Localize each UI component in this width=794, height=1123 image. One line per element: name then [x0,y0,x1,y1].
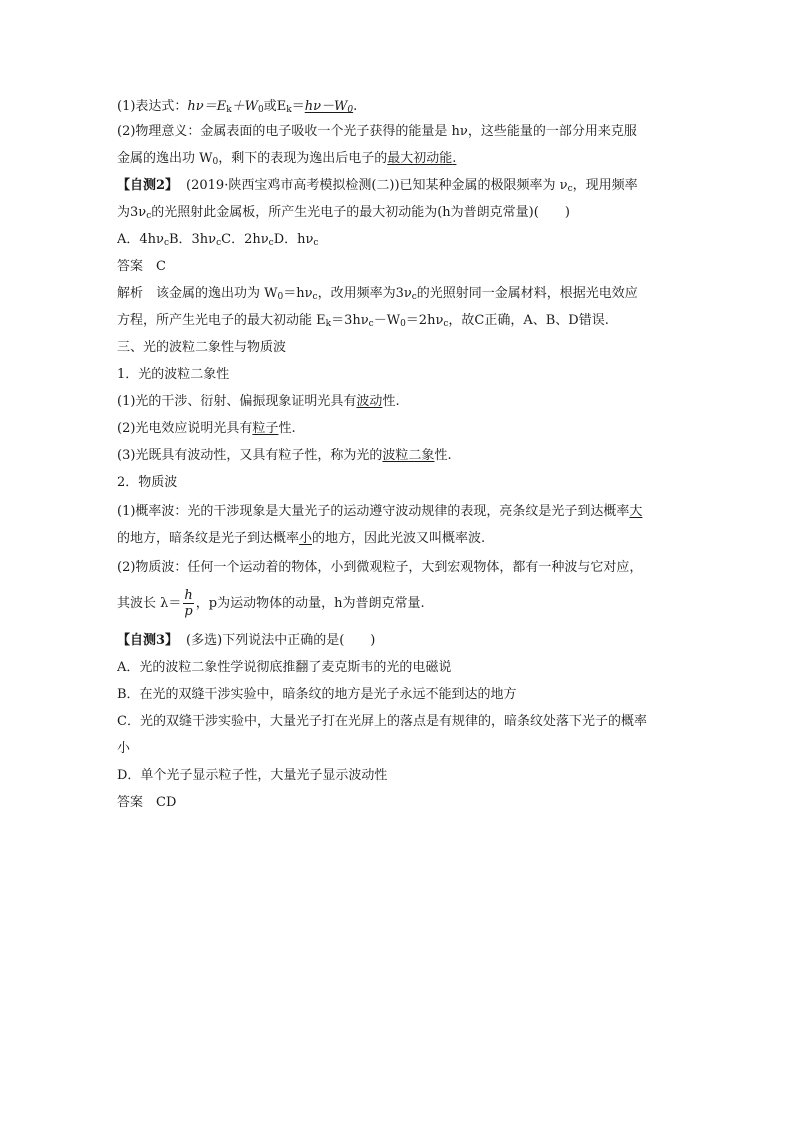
text: B．在光的双缝干涉实验中，暗条纹的地方是光子永远不能到达的地方 [117,687,517,702]
self-test-2-question-2 [117,204,570,222]
underlined-answer: 波粒二象 [382,448,435,463]
text: . [452,151,457,166]
answer-line [117,258,166,276]
text: ，现用频率 [572,178,638,193]
self-test-3-option-c-2 [117,740,130,758]
answer-text: 答案 C [117,259,166,274]
text: (多选)下列说法中正确的是( ) [186,633,376,648]
subscript: c [216,238,222,248]
self-test-3-option-d [117,767,387,785]
self-test-tag: 【自测2】 [117,178,179,193]
self-test-3-option-a [117,659,451,677]
text: (2)物理意义：金属表面的电子吸收一个光子获得的能量是 hν，这些能量的一部分用来克服 [117,124,637,139]
self-test-2-options [117,231,318,249]
text: 解析 该金属的逸出功为 W [117,286,278,301]
probability-wave-line-2 [117,530,485,548]
option-b: B．3hν [168,232,217,247]
underlined-answer: 小 [299,531,313,546]
wavelength-fraction [183,588,193,619]
subscript: c [368,319,374,329]
text: hν－W [304,99,348,114]
self-test-3-option-c [117,713,647,731]
text: 的地方，因此光波又叫概率波. [312,531,486,546]
text: C．光的双缝干涉实验中，大量光子打在光屏上的落点是有规律的，暗条纹处落下光子的概率 [117,714,647,729]
particle-property-line [117,420,296,438]
text: 的光照射此金属板，所产生光电子的最大初动能为(h为普朗克常量)( ) [151,205,570,220]
text: ，剩下的表现为逸出后电子的 [218,151,388,166]
text: 方程，所产生光电子的最大初动能 E [117,313,326,328]
subsection-heading-2 [117,474,177,492]
text: ，改用频率为3ν [317,286,412,301]
underlined-answer: 波动 [356,394,383,409]
section-heading [117,339,286,357]
text: ，故C正确，A、B、D错误. [448,313,609,328]
text: . [353,99,358,114]
matter-wave-formula-line [117,588,425,620]
self-test-3-option-b [117,686,517,704]
subscript: k [325,319,332,329]
heading-text: 2．物质波 [117,475,178,490]
answer-text: 答案 CD [117,795,177,810]
fraction-numerator: h [184,588,193,603]
text: (1)概率波：光的干涉现象是大量光子的运动遵守波动规律的表现，亮条纹是光子到达概率 [117,504,630,519]
analysis-line-2 [117,312,609,330]
subscript: k [286,105,292,115]
text: ＝hν [283,286,313,301]
text: ＝3hν [331,313,369,328]
subscript: k [226,105,232,115]
text: (1)光的干涉、衍射、偏振现象证明光具有 [117,394,357,409]
heading-text: 三、光的波粒二象性与物质波 [117,340,287,355]
underlined-answer: 粒子 [252,421,279,436]
physical-meaning-line-2 [117,150,456,168]
subscript: 0 [277,292,284,302]
text: (3)光既具有波动性，又具有粒子性，称为光的 [117,448,383,463]
physical-meaning-line [117,123,637,141]
text: 性. [278,421,296,436]
text: (1)表达式： [117,99,188,114]
text: A．光的波粒二象性学说彻底推翻了麦克斯韦的光的电磁说 [117,660,452,675]
self-test-tag: 【自测3】 [117,633,179,648]
duality-line [117,447,452,465]
wave-property-line [117,393,400,411]
matter-wave-line [117,559,642,577]
text: 的地方，暗条纹是光子到达概率 [117,531,300,546]
formula-expression-line [117,98,357,116]
text: 性. [434,448,452,463]
underlined-answer: 最大初动能 [387,151,453,166]
text: (2019·陕西宝鸡市高考模拟检测(二))已知某种金属的极限频率为 ν [186,178,568,193]
subscript: c [567,184,573,194]
subscript: 0 [400,319,406,329]
subscript: c [146,211,152,221]
text: 为3ν [117,205,147,220]
answer-line-2 [117,794,176,812]
underlined-answer [305,99,353,114]
subscript: 0 [212,157,219,167]
text: ，p为运动物体的动量，h为普朗克常量. [195,596,425,611]
text: 的光照射同一金属材料，根据光电效应 [416,286,638,301]
text: ＝ [291,99,305,114]
text: (2)物质波：任何一个运动着的物体，小到微观粒子，大到宏观物体，都有一种波与它对应， [117,560,643,575]
text: 或E [263,99,287,114]
self-test-3-question [117,632,375,650]
subscript: c [163,238,169,248]
text: ＝2hν [405,313,444,328]
text: (2)光电效应说明光具有 [117,421,253,436]
text: 性. [382,394,400,409]
subscript: 0 [347,105,354,115]
text: D．单个光子显示粒子性，大量光子显示波动性 [117,768,388,783]
option-a: A．4hν [117,232,164,247]
option-d: D．hν [273,232,314,247]
subscript: c [411,292,417,302]
underlined-answer: 大 [629,504,643,519]
text: ＋W [231,99,259,114]
heading-text: 1．光的波粒二象性 [117,367,230,382]
analysis-line [117,285,638,303]
text: 其波长 λ＝ [117,596,182,611]
text: －W [373,313,401,328]
text: 小 [117,741,131,756]
fraction-denominator: p [184,604,193,619]
option-c: C．2hν [221,232,269,247]
probability-wave-line [117,503,642,521]
subscript: c [443,319,449,329]
self-test-2-question [117,177,638,195]
subscript: c [313,238,319,248]
subscript: 0 [258,105,264,115]
text: 金属的逸出功 W [117,151,213,166]
subscript: c [268,238,274,248]
subsection-heading [117,366,229,384]
text: hν＝E [187,99,227,114]
subscript: c [312,292,318,302]
